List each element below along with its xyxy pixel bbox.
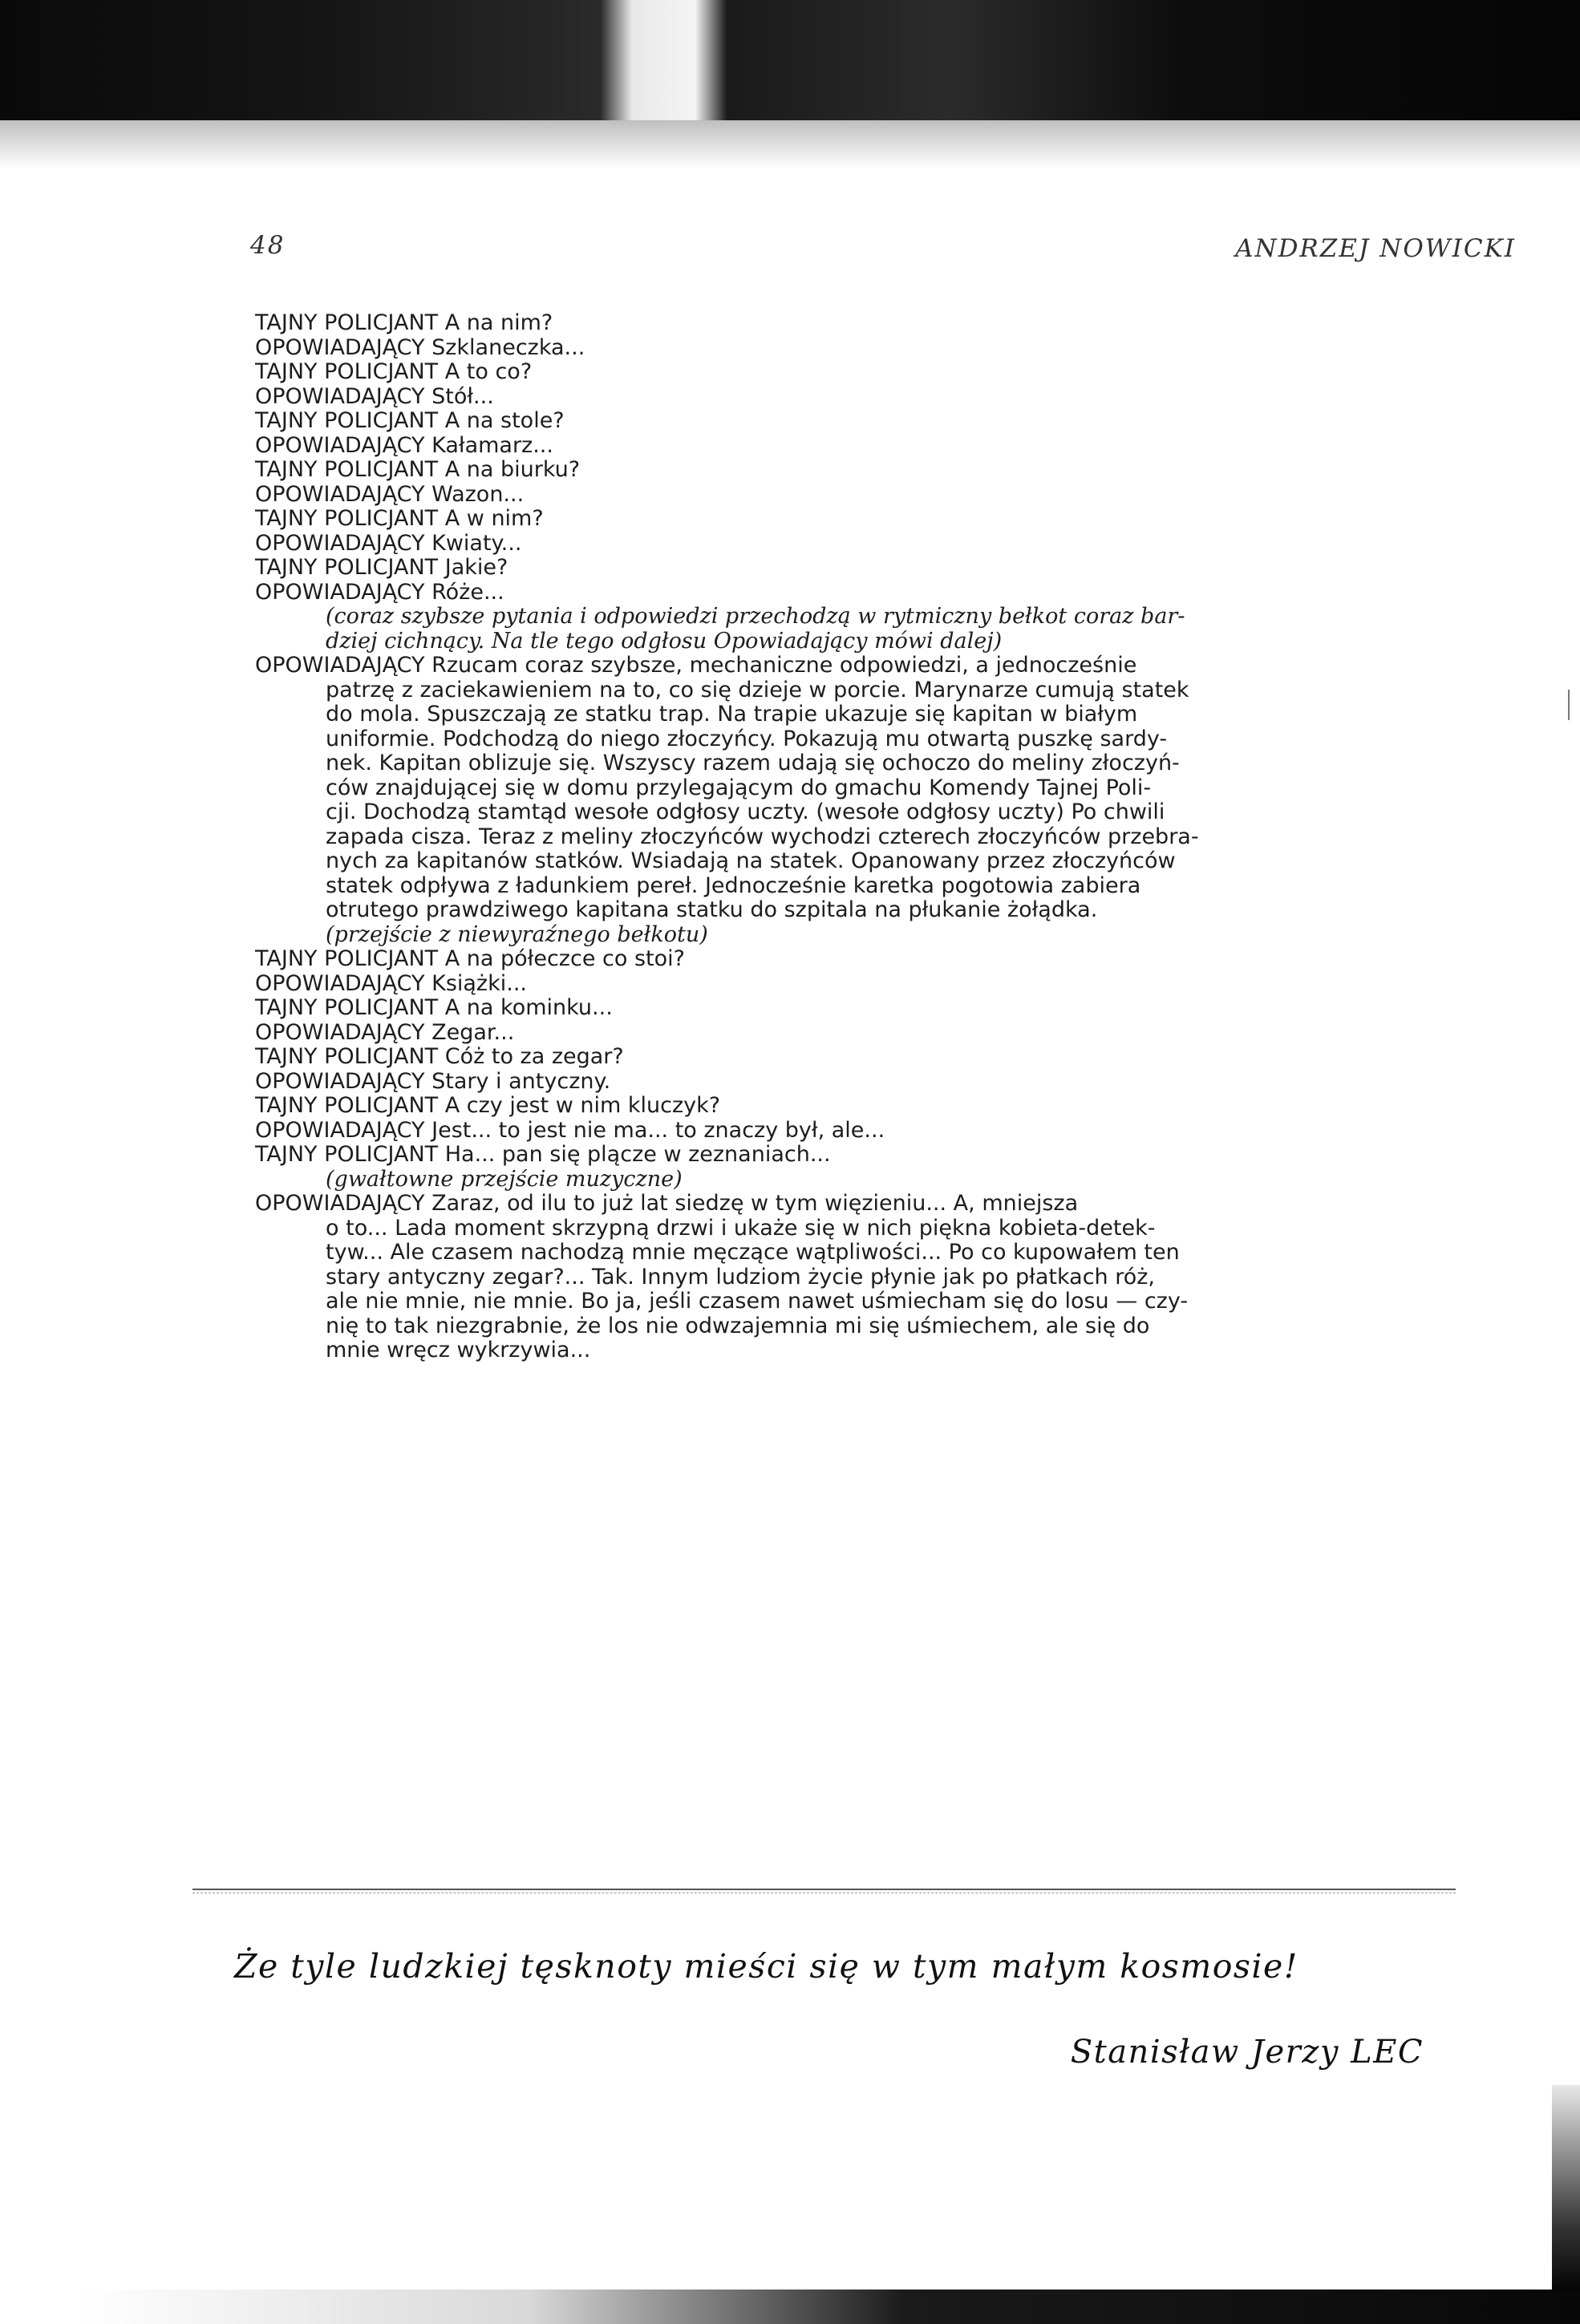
dialogue-line: OPOWIADAJĄCY Zegar... [255,1019,515,1045]
dialogue-line: OPOWIADAJĄCY Kwiaty... [255,530,522,556]
dialogue-text [255,311,1490,1363]
dialogue-line: OPOWIADAJĄCY Wazon... [255,481,525,507]
scan-border-right [1552,2085,1580,2290]
page-number: 48 [250,231,286,260]
stage-direction: (przejście z niewyraźnego bełkotu) [326,921,708,947]
dialogue-line: OPOWIADAJĄCY Szklaneczka... [255,334,585,360]
epigraph-author: Stanisław Jerzy LEC [1070,2034,1424,2071]
running-head-author: ANDRZEJ NOWICKI [1235,234,1516,263]
dialogue-line: TAJNY POLICJANT A na półeczce co stoi? [255,946,685,971]
stage-direction: dziej cichnący. Na tle tego odgłosu Opowiadający mówi dalej) [326,628,1003,654]
dialogue-line: TAJNY POLICJANT Jakie? [255,555,508,580]
section-divider [192,1889,1456,1890]
dialogue-line: TAJNY POLICJANT A na kominku... [255,995,613,1020]
scan-border-top [0,0,1580,120]
stage-direction: (gwałtowne przejście muzyczne) [326,1166,683,1192]
dialogue-line: OPOWIADAJĄCY Kałamarz... [255,432,553,458]
dialogue-continuation: tyw... Ale czasem nachodzą mnie męczące wątpliwości... Po co kupowałem ten [326,1240,1180,1265]
dialogue-line: OPOWIADAJĄCY Jest... to jest nie ma... to znaczy był, ale... [255,1117,885,1143]
dialogue-line: TAJNY POLICJANT Ha... pan się plącze w zeznaniach... [255,1142,831,1167]
dialogue-line: OPOWIADAJĄCY Rzucam coraz szybsze, mechaniczne odpowiedzi, a jednocześnie [255,653,1137,678]
dialogue-line: TAJNY POLICJANT A na nim? [255,310,553,335]
dialogue-continuation: mnie wręcz wykrzywia... [326,1338,591,1362]
epigraph-quote: Że tyle ludzkiej tęsknoty mieści się w tym małym kosmosie! [234,1947,1298,1986]
running-head [0,231,1580,263]
dialogue-continuation: otrutego prawdziwego kapitana statku do szpitala na płukanie żołądka. [326,897,1098,922]
dialogue-continuation: stary antyczny zegar?... Tak. Innym ludziom życie płynie jak po płatkach róż, [326,1264,1156,1290]
dialogue-line: OPOWIADAJĄCY Stary i antyczny. [255,1068,611,1094]
dialogue-continuation: nych za kapitanów statków. Wsiadają na statek. Opanowany przez złoczyńców [326,848,1176,873]
dialogue-continuation: do mola. Spuszczają ze statku trap. Na trapie ukazuje się kapitan w białym [326,702,1138,727]
dialogue-continuation: cji. Dochodzą stamtąd wesołe odgłosy uczty. (wesołe odgłosy uczty) Po chwili [326,800,1165,824]
dialogue-continuation: ale nie mnie, nie mnie. Bo ja, jeśli czasem nawet uśmiecham się do losu — czy- [326,1289,1189,1314]
dialogue-line: TAJNY POLICJANT A na stole? [255,408,565,433]
dialogue-line: TAJNY POLICJANT A w nim? [255,506,544,531]
stage-direction: (coraz szybsze pytania i odpowiedzi przechodzą w rytmiczny bełkot coraz bar- [326,604,1185,629]
dialogue-line: TAJNY POLICJANT A czy jest w nim kluczyk? [255,1093,721,1118]
dialogue-continuation: o to... Lada moment skrzypną drzwi i ukaże się w nich piękna kobieta-detek- [326,1215,1156,1241]
dialogue-line: OPOWIADAJĄCY Róże... [255,579,504,605]
dialogue-line: OPOWIADAJĄCY Książki... [255,970,527,996]
scan-border-bottom [80,2290,1580,2324]
dialogue-line: OPOWIADAJĄCY Zaraz, od ilu to już lat siedzę w tym więzieniu... A, mniejsza [255,1191,1079,1216]
dialogue-continuation: nek. Kapitan oblizuje się. Wszyscy razem udają się ochoczo do meliny złoczyń- [326,751,1180,775]
dialogue-continuation: nię to tak niezgrabnie, że los nie odwzajemnia mi się uśmiechem, ale się do [326,1313,1150,1338]
dialogue-continuation: uniformie. Podchodzą do niego złoczyńcy. Pokazują mu otwartą puszkę sardy- [326,726,1168,751]
dialogue-continuation: ców znajdującej się w domu przylegającym do gmachu Komendy Tajnej Poli- [326,775,1152,800]
dialogue-line: TAJNY POLICJANT A na biurku? [255,457,581,482]
dialogue-continuation: zapada cisza. Teraz z meliny złoczyńców wychodzi czterech złoczyńców przebra- [326,824,1199,849]
margin-mark [1568,690,1570,720]
dialogue-continuation: statek odpływa z ładunkiem pereł. Jednocześnie karetka pogotowia zabiera [326,873,1141,898]
dialogue-line: TAJNY POLICJANT Cóż to za zegar? [255,1044,624,1069]
dialogue-continuation: patrzę z zaciekawieniem na to, co się dzieje w porcie. Marynarze cumują statek [326,677,1189,702]
dialogue-line: OPOWIADAJĄCY Stół... [255,383,494,409]
scan-shadow-top [0,120,1580,168]
dialogue-line: TAJNY POLICJANT A to co? [255,359,533,384]
